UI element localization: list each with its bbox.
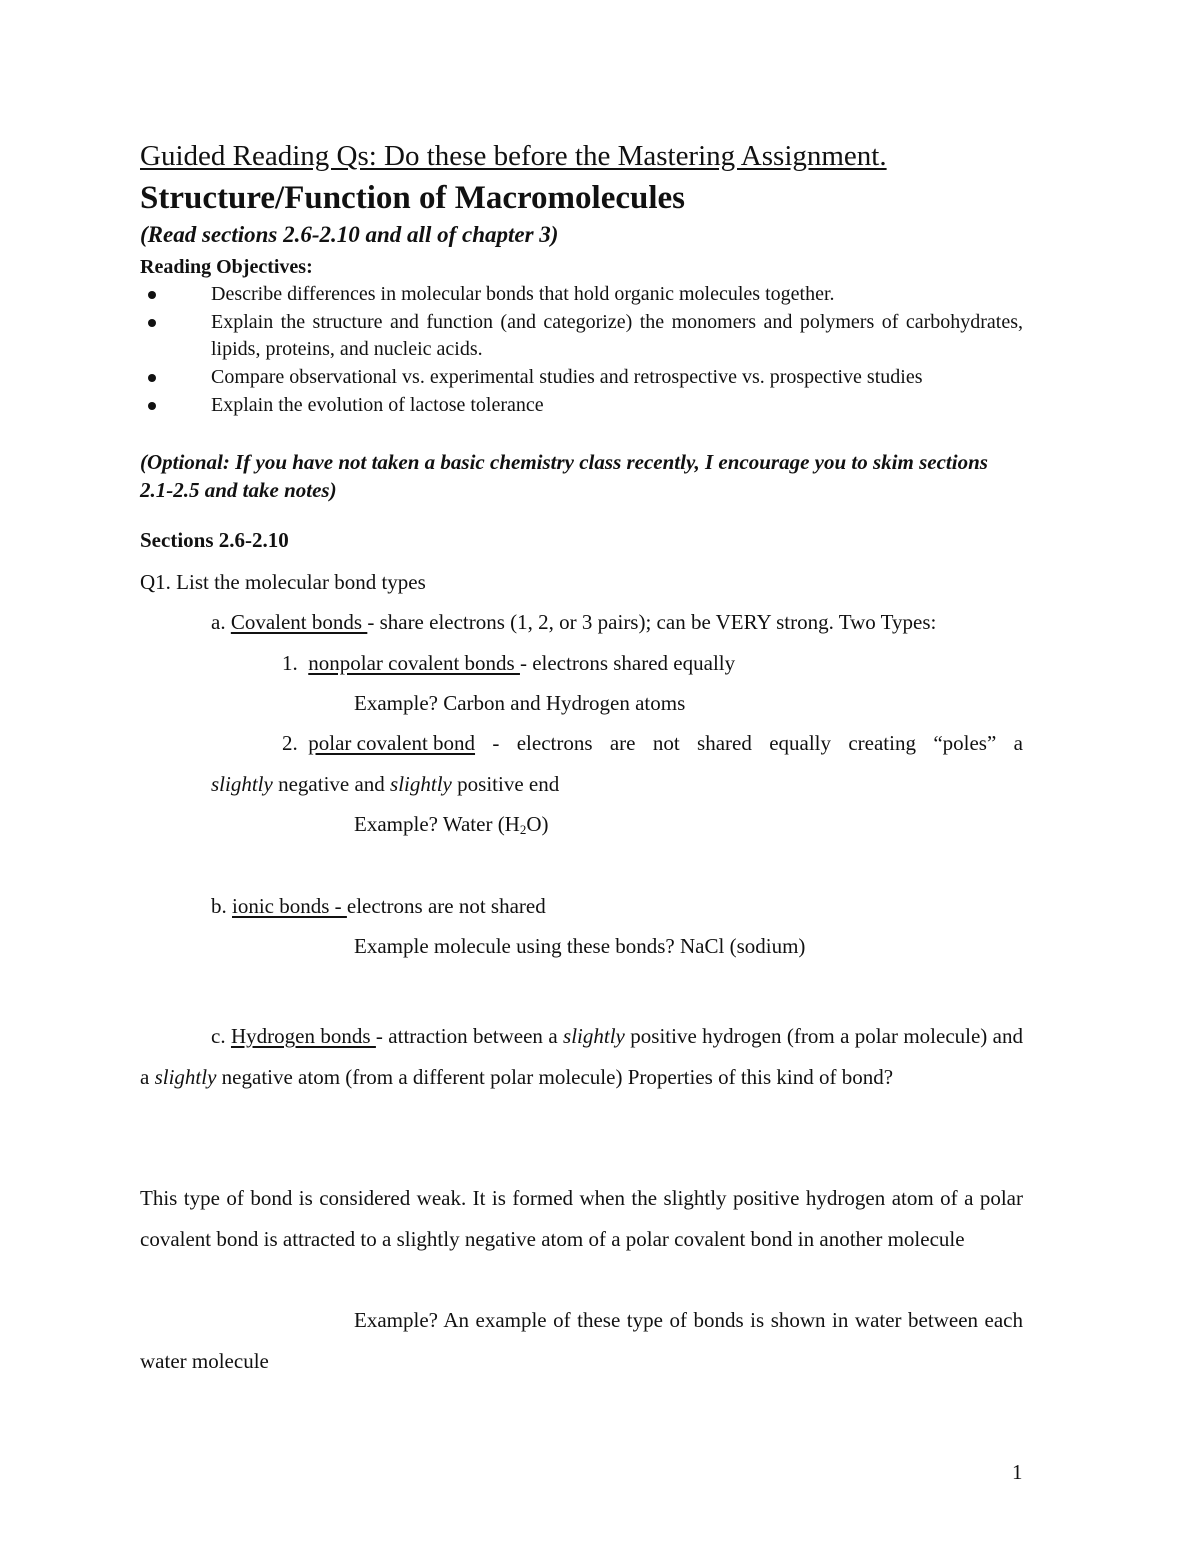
polar-covalent-term: polar covalent bond	[308, 731, 476, 755]
bullet-icon	[148, 374, 156, 382]
optional-note: (Optional: If you have not taken a basic chemistry class recently, I encourage you to skim sections 2.1-2.5 and take notes)	[140, 450, 988, 502]
objective-item: Compare observational vs. experimental studies and retrospective vs. prospective studies	[140, 364, 1023, 391]
hydrogen-bonds-term: Hydrogen bonds	[230, 1024, 376, 1048]
bullet-icon	[148, 319, 156, 327]
bullet-icon	[148, 291, 156, 299]
question-1: Q1. List the molecular bond types	[140, 570, 426, 594]
objective-item: Explain the evolution of lactose tolerance	[140, 392, 1023, 419]
ionic-bonds-term: ionic bonds -	[232, 894, 347, 918]
page-title: Structure/Function of Macromolecules	[140, 180, 686, 216]
covalent-bonds-term: Covalent bonds	[230, 610, 368, 634]
example-3: Example molecule using these bonds? NaCl (sodium)	[354, 934, 806, 958]
nonpolar-covalent-term: nonpolar covalent bonds	[308, 651, 520, 675]
objective-item: Describe differences in molecular bonds that hold organic molecules together.	[140, 281, 1023, 308]
objectives-heading: Reading Objectives:	[140, 256, 313, 278]
nonpolar-covalent-item: 1. nonpolar covalent bonds - electrons shared equally	[282, 651, 736, 675]
ionic-bonds-item: b. ionic bonds - electrons are not shared	[211, 894, 546, 918]
sections-heading: Sections 2.6-2.10	[140, 528, 289, 552]
polar-covalent-continuation: slightly negative and slightly positive end	[211, 772, 560, 796]
polar-covalent-item: 2. polar covalent bond - electrons are not shared equally creating “poles” a	[282, 731, 1023, 755]
hydrogen-bonds-item: c. Hydrogen bonds - attraction between a slightly positive hydrogen (from a polar molecule) and a slightly negative atom (from a different polar molecule) Properties of this kind of bond?	[140, 1024, 1023, 1089]
answer-text: This type of bond is considered weak. It is formed when the slightly positive hydrogen atom of a polar covalent bond is attracted to a slightly negative atom of a polar covalent bond in another molecule	[140, 1186, 1023, 1251]
reading-assignment: (Read sections 2.6-2.10 and all of chapter 3)	[140, 222, 559, 247]
example-2: Example? Water $(H_2O)$	[354, 812, 549, 837]
example-4: Example? An example of these type of bonds is shown in water between each water molecule	[140, 1308, 1023, 1373]
covalent-bonds-item: a. Covalent bonds - share electrons (1, 2, or 3 pairs); can be VERY strong. Two Types:	[211, 610, 937, 634]
example-1: Example? Carbon and Hydrogen atoms	[354, 691, 686, 715]
page-number: 1	[1012, 1460, 1023, 1484]
bullet-icon	[148, 402, 156, 410]
objective-item: Explain the structure and function (and categorize) the monomers and polymers of carbohydrates, lipids, proteins, and nucleic acids.	[140, 309, 1023, 363]
header-instructions: Guided Reading Qs: Do these before the Mastering Assignment.	[140, 140, 887, 172]
objectives-list	[140, 281, 1023, 420]
